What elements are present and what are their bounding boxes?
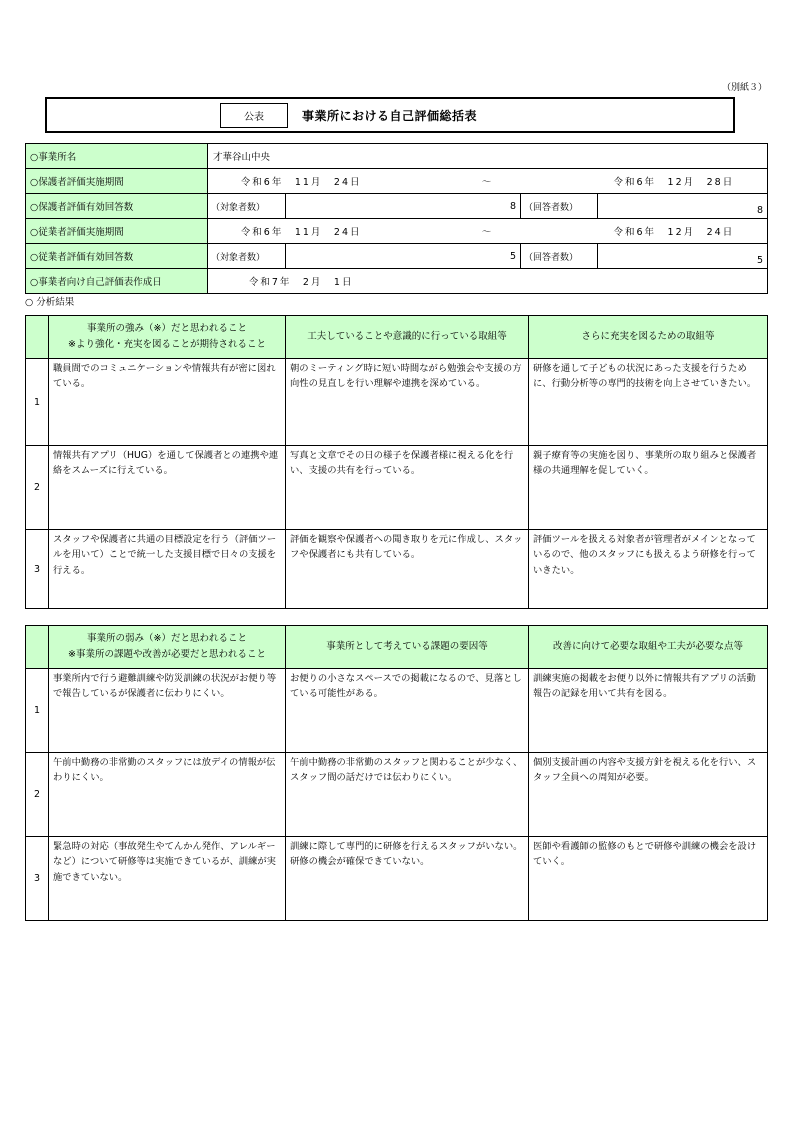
guardian-period-value: [208, 169, 768, 194]
office-name-value: 才華谷山中央: [208, 144, 768, 169]
row-number: 3: [26, 837, 49, 921]
staff-responses-label: ○従業者評価有効回答数: [26, 244, 208, 269]
info-row-creation-date: [26, 269, 768, 294]
weaknesses-table: [25, 625, 768, 921]
staff-period-value: [208, 219, 768, 244]
title-box: [45, 97, 735, 133]
weaknesses-header-col1: 事業所の弱み（※）だと思われること ※事業所の課題や改善が必要だと思われること: [49, 626, 286, 669]
strengths-header-col2: 工夫していることや意識的に行っている取組等: [286, 316, 529, 359]
strength-cell: 職員間でのコミュニケーションや情報共有が密に図れている。: [49, 359, 286, 446]
weaknesses-header-empty: [26, 626, 49, 669]
guardian-period-to: 令和6年 12月 28日: [613, 177, 735, 188]
info-row-office-name: [26, 144, 768, 169]
analysis-results-label: ○ 分析結果: [25, 297, 75, 308]
weaknesses-row-2: [26, 753, 768, 837]
weaknesses-row-1: [26, 669, 768, 753]
further-cell: 研修を通して子どもの状況にあった支援を行うために、行動分析等の専門的技術を向上させていきたい。: [529, 359, 768, 446]
guardian-target-label: （対象者数）: [208, 194, 286, 219]
strengths-row-3: [26, 530, 768, 609]
row-number: 1: [26, 669, 49, 753]
guardian-period-label: ○保護者評価実施期間: [26, 169, 208, 194]
strengths-header-col3: さらに充実を図るための取組等: [529, 316, 768, 359]
row-number: 3: [26, 530, 49, 609]
cause-cell: 訓練に際して専門的に研修を行えるスタッフがいない。研修の機会が確保できていない。: [286, 837, 529, 921]
strength-cell: 情報共有アプリ（HUG）を通して保護者との連携や連絡をスムーズに行えている。: [49, 446, 286, 530]
effort-cell: 評価を観察や保護者への聞き取りを元に作成し、スタッフや保護者にも共有している。: [286, 530, 529, 609]
staff-respondent-value: 5: [598, 244, 768, 269]
weaknesses-row-3: [26, 837, 768, 921]
strengths-header-row: [26, 316, 768, 359]
info-row-guardian-period: [26, 169, 768, 194]
guardian-target-value: 8: [286, 194, 521, 219]
cause-cell: お便りの小さなスペースでの掲載になるので、見落としている可能性がある。: [286, 669, 529, 753]
improvement-cell: 個別支援計画の内容や支援方針を視える化を行い、スタッフ全員への周知が必要。: [529, 753, 768, 837]
page-title: 事業所における自己評価総括表: [302, 108, 478, 123]
info-row-staff-period: [26, 219, 768, 244]
staff-period-tilde: ～: [481, 227, 494, 238]
weaknesses-header-row: [26, 626, 768, 669]
improvement-cell: 訓練実施の掲載をお便り以外に情報共有アプリの活動報告の記録を用いて共有を図る。: [529, 669, 768, 753]
strengths-header-empty: [26, 316, 49, 359]
staff-target-label: （対象者数）: [208, 244, 286, 269]
weakness-cell: 午前中勤務の非常勤のスタッフには放デイの情報が伝わりにくい。: [49, 753, 286, 837]
guardian-period-tilde: ～: [481, 177, 494, 188]
weaknesses-header-col3: 改善に向けて必要な取組や工夫が必要な点等: [529, 626, 768, 669]
staff-target-value: 5: [286, 244, 521, 269]
cause-cell: 午前中勤務の非常勤のスタッフと関わることが少なく、スタッフ間の話だけでは伝わりにくい。: [286, 753, 529, 837]
corner-note: （別紙３）: [721, 83, 767, 93]
info-row-staff-responses: [26, 244, 768, 269]
row-number: 1: [26, 359, 49, 446]
weakness-cell: 緊急時の対応（事故発生やてんかん発作、アレルギーなど）について研修等は実施できているが、訓練が実施できていない。: [49, 837, 286, 921]
weaknesses-header-col2: 事業所として考えている課題の要因等: [286, 626, 529, 669]
creation-date-label: ○事業者向け自己評価表作成日: [26, 269, 208, 294]
strengths-table: [25, 315, 768, 609]
effort-cell: 写真と文章でその日の様子を保護者様に視える化を行い、支援の共有を行っている。: [286, 446, 529, 530]
creation-date-text: 令和7年 2月 1日: [248, 277, 354, 288]
strengths-row-2: [26, 446, 768, 530]
strength-cell: スタッフや保護者に共通の目標設定を行う（評価ツールを用いて）ことで統一した支援目標で日々の支援を行える。: [49, 530, 286, 609]
improvement-cell: 医師や看護師の監修のもとで研修や訓練の機会を設けていく。: [529, 837, 768, 921]
staff-period-label: ○従業者評価実施期間: [26, 219, 208, 244]
weakness-cell: 事業所内で行う避難訓練や防災訓練の状況がお便り等で報告しているが保護者に伝わりにくい。: [49, 669, 286, 753]
further-cell: 評価ツールを扱える対象者が管理者がメインとなっているので、他のスタッフにも扱えるよう研修を行っていきたい。: [529, 530, 768, 609]
guardian-respondent-value: 8: [598, 194, 768, 219]
guardian-responses-label: ○保護者評価有効回答数: [26, 194, 208, 219]
effort-cell: 朝のミーティング時に短い時間ながら勉強会や支援の方向性の見直しを行い理解や連携を深めている。: [286, 359, 529, 446]
staff-respondent-label: （回答者数）: [521, 244, 598, 269]
further-cell: 親子療育等の実施を図り、事業所の取り組みと保護者様の共通理解を促していく。: [529, 446, 768, 530]
guardian-respondent-label: （回答者数）: [521, 194, 598, 219]
staff-period-from: 令和6年 11月 24日: [240, 227, 362, 238]
strengths-header-col1: 事業所の強み（※）だと思われること ※より強化・充実を図ることが期待されること: [49, 316, 286, 359]
strengths-row-1: [26, 359, 768, 446]
info-row-guardian-responses: [26, 194, 768, 219]
office-name-label: ○事業所名: [26, 144, 208, 169]
publish-label: 公表: [220, 103, 288, 128]
row-number: 2: [26, 446, 49, 530]
staff-period-to: 令和6年 12月 24日: [613, 227, 735, 238]
row-number: 2: [26, 753, 49, 837]
creation-date-value: [208, 269, 768, 294]
guardian-period-from: 令和6年 11月 24日: [240, 177, 362, 188]
info-table: [25, 143, 768, 294]
